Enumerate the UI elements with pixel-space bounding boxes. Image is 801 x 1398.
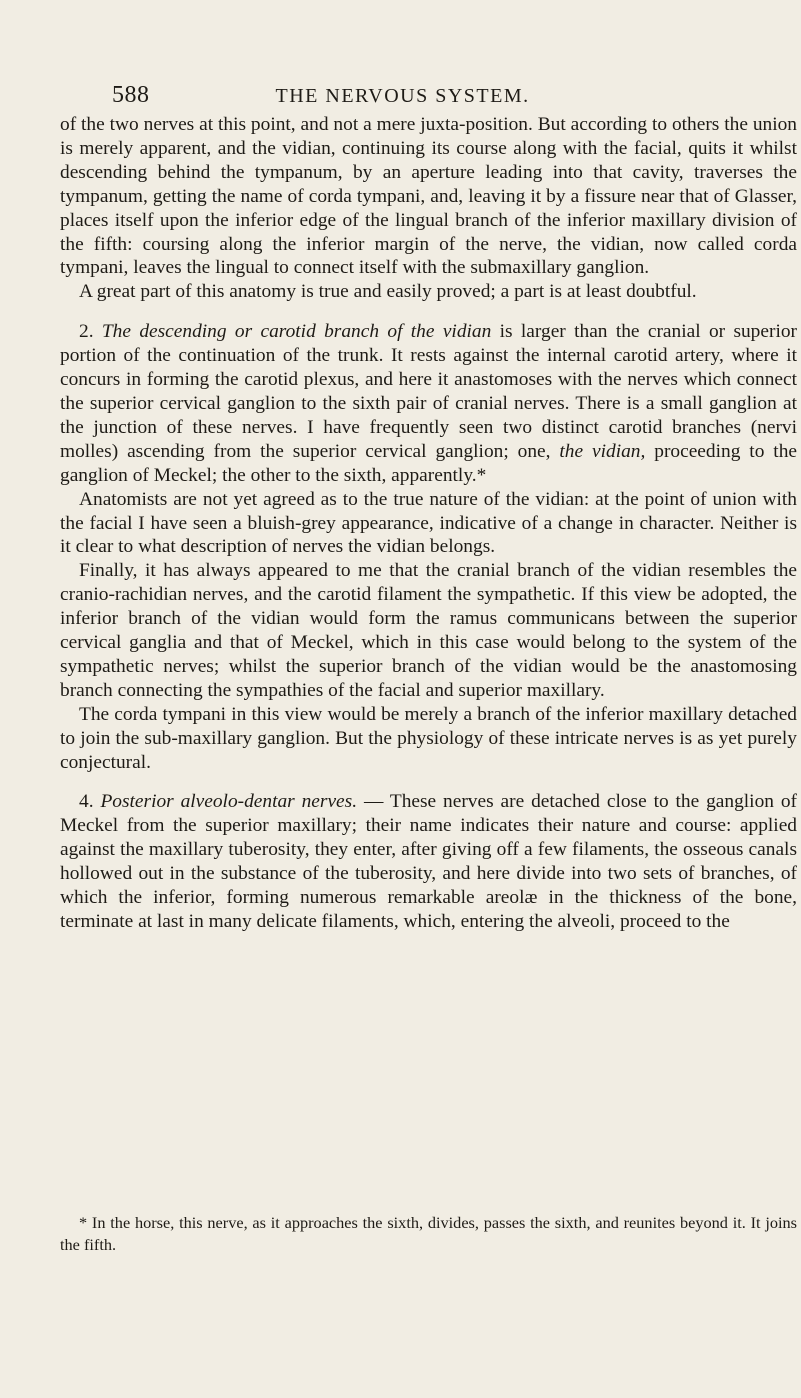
- paragraph-corda-tympani: The corda tympani in this view would be merely a branch of the inferior maxillary detached to join the sub-maxillary ganglion. But the physiology of these intricate nerves is as yet purely conjectural.: [60, 703, 797, 773]
- footnote: * In the horse, this nerve, as it approaches the sixth, divides, passes the sixth, and reunites beyond it. It joins the fifth.: [60, 1213, 797, 1254]
- running-title: THE NERVOUS SYSTEM.: [275, 85, 530, 107]
- paragraph-text: — These nerves are detached close to the ganglion of Meckel from the superior maxillary; their name indicates their nature and course: applied against the maxillary tuberosity, they enter, after giving off a few filaments, the osseous canals hollowed out in the substance of the tuberosity, and here divide into two sets of branches, of which the inferior, forming numerous remarkable areolæ in the thickness of the bone, terminate at last in many delicate filaments, which, entering the alveoli, proceed to the: [60, 791, 797, 932]
- paragraph-anatomists: Anatomists are not yet agreed as to the true nature of the vidian: at the point of union with the facial I have seen a bluish-grey appearance, indicative of a change in character. Neither is it clear to what description of nerves the vidian belongs.: [60, 488, 797, 558]
- section-title: The descending or carotid branch of the vidian: [101, 321, 492, 343]
- paragraph-anatomy-note: A great part of this anatomy is true and easily proved; a part is at least doubtful.: [79, 281, 697, 303]
- section-number: 2.: [79, 321, 94, 343]
- paragraph-alveolo-dentar: [60, 790, 797, 933]
- paragraph-text: is larger than the cranial or superior portion of the continuation of the trunk. It rests against the internal carotid artery, where it concurs in forming the carotid plexus, and here it anastomoses with the nerves which connect the superior cervical ganglion to the sixth pair of cranial nerves. There is a small ganglion at the junction of these nerves. I have frequently seen two distinct carotid branches (nervi molles) ascending from the superior cervical ganglion; one,: [60, 321, 797, 462]
- paragraph-descending-branch: [60, 320, 797, 487]
- section-title: Posterior alveolo-dentar nerves.: [100, 791, 358, 813]
- paragraph-continuation: of the two nerves at this point, and not a mere juxta-position. But according to others the union is merely apparent, and the vidian, continuing its course along with the facial, quits it whilst descending behind the tympanum, by an aperture leading into that cavity, traverses the tympanum, getting the name of corda tympani, and, leaving it by a fissure near that of Glasser, places itself upon the inferior edge of the lingual branch of the inferior maxillary division of the fifth: coursing along the inferior margin of the nerve, the vidian, now called corda tympani, leaves the lingual to connect itself with the submaxillary ganglion.: [60, 114, 797, 279]
- running-head: [112, 82, 779, 112]
- page-number: 588: [112, 82, 150, 108]
- body-text: [60, 113, 797, 934]
- paragraph-finally: Finally, it has always appeared to me that the cranial branch of the vidian resembles the cranio-rachidian nerves, and the carotid filament the sympathetic. If this view be adopted, the inferior branch of the vidian would form the ramus communicans between the superior cervical ganglia and that of Meckel, which in this case would belong to the system of the sympathetic nerves; whilst the superior branch of the vidian would be the anastomosing branch connecting the sympathies of the facial and superior maxillary.: [60, 560, 797, 701]
- paragraph-text: proceeding to the ganglion of Meckel; the other to the sixth, apparently.*: [60, 440, 797, 486]
- section-number: 4.: [79, 791, 94, 813]
- italic-term: the vidian,: [559, 440, 646, 462]
